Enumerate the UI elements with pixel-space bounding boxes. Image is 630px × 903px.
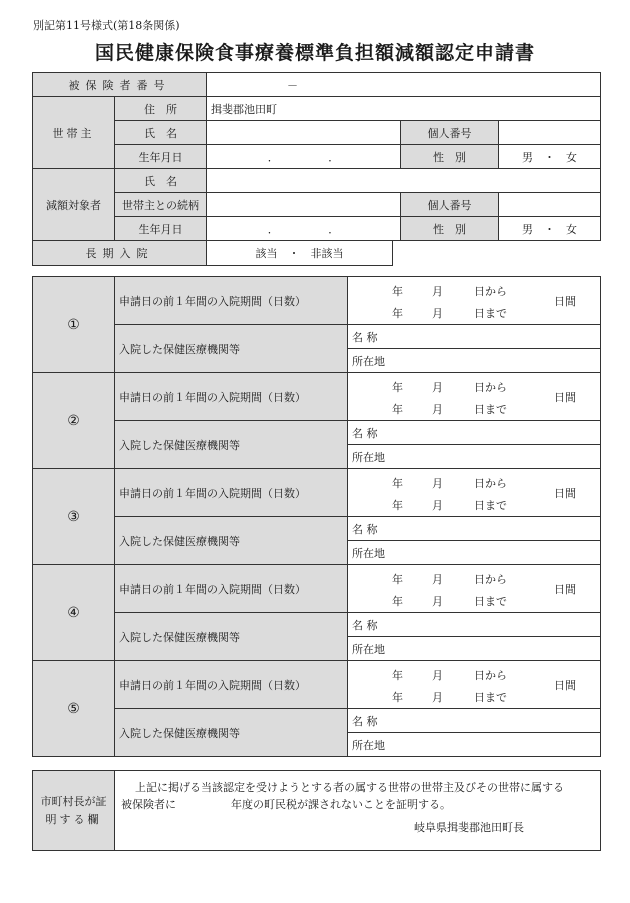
period-days-label: 日間 bbox=[554, 487, 576, 500]
entry-facility-location-field[interactable] bbox=[348, 637, 601, 661]
facility-location-label: 所在地 bbox=[352, 450, 385, 464]
period-year-label: 年 bbox=[392, 499, 403, 512]
period-year-label: 年 bbox=[392, 573, 403, 586]
period-to-label: 日まで bbox=[474, 307, 507, 320]
entry-facility-label: 入院した保健医療機関等 bbox=[115, 421, 348, 469]
period-month-label: 月 bbox=[432, 307, 443, 320]
entry-facility-location-field[interactable] bbox=[348, 541, 601, 565]
facility-name-label: 名 称 bbox=[352, 522, 378, 536]
period-month-label: 月 bbox=[432, 595, 443, 608]
subject-birth-label: 生年月日 bbox=[115, 217, 207, 241]
entry-period-question: 申請日の前１年間の入院期間（日数） bbox=[115, 277, 348, 325]
entry-period-question: 申請日の前１年間の入院期間（日数） bbox=[115, 469, 348, 517]
period-month-label: 月 bbox=[432, 669, 443, 682]
facility-location-label: 所在地 bbox=[352, 354, 385, 368]
householder-birth-field[interactable]: ． ． bbox=[207, 145, 401, 169]
householder-address-label: 住 所 bbox=[115, 97, 207, 121]
entry-period-question: 申請日の前１年間の入院期間（日数） bbox=[115, 565, 348, 613]
period-year-label: 年 bbox=[392, 381, 403, 394]
householder-sex-field[interactable]: 男 ・ 女 bbox=[499, 145, 601, 169]
entry-facility-name-field[interactable] bbox=[348, 709, 601, 733]
entry-facility-location-field[interactable] bbox=[348, 733, 601, 757]
period-year-label: 年 bbox=[392, 595, 403, 608]
period-from-label: 日から bbox=[474, 381, 507, 394]
subject-name-field[interactable] bbox=[207, 169, 601, 193]
facility-location-label: 所在地 bbox=[352, 642, 385, 656]
subject-sex-label: 性 別 bbox=[401, 217, 499, 241]
entry-period-field[interactable] bbox=[348, 469, 601, 517]
facility-name-label: 名 称 bbox=[352, 330, 378, 344]
facility-location-label: 所在地 bbox=[352, 738, 385, 752]
period-year-label: 年 bbox=[392, 669, 403, 682]
period-month-label: 月 bbox=[432, 573, 443, 586]
householder-label: 世帯主 bbox=[33, 97, 115, 169]
subject-relation-label: 世帯主との続柄 bbox=[115, 193, 207, 217]
entry-facility-label: 入院した保健医療機関等 bbox=[115, 709, 348, 757]
entry-facility-name-field[interactable] bbox=[348, 421, 601, 445]
period-from-label: 日から bbox=[474, 669, 507, 682]
entry-facility-name-field[interactable] bbox=[348, 325, 601, 349]
certification-table bbox=[32, 770, 601, 851]
entry-facility-label: 入院した保健医療機関等 bbox=[115, 325, 348, 373]
subject-personal-number-field[interactable] bbox=[499, 193, 601, 217]
long-term-label: 長期入院 bbox=[33, 241, 207, 266]
entry-facility-label: 入院した保健医療機関等 bbox=[115, 517, 348, 565]
entry-period-field[interactable] bbox=[348, 277, 601, 325]
period-days-label: 日間 bbox=[554, 295, 576, 308]
householder-personal-number-label: 個人番号 bbox=[401, 121, 499, 145]
facility-name-label: 名 称 bbox=[352, 426, 378, 440]
period-month-label: 月 bbox=[432, 381, 443, 394]
entry-facility-label: 入院した保健医療機関等 bbox=[115, 613, 348, 661]
insured-number-field[interactable]: － bbox=[207, 73, 601, 97]
period-days-label: 日間 bbox=[554, 679, 576, 692]
subject-personal-number-label: 個人番号 bbox=[401, 193, 499, 217]
period-from-label: 日から bbox=[474, 573, 507, 586]
long-term-options[interactable]: 該当 ・ 非該当 bbox=[207, 241, 393, 266]
entry-period-field[interactable] bbox=[348, 373, 601, 421]
certification-label bbox=[33, 771, 115, 851]
entry-facility-location-field[interactable] bbox=[348, 445, 601, 469]
applicant-table bbox=[32, 72, 601, 266]
certification-text-line2: 被保険者に 年度の町民税が課されないことを証明する。 bbox=[121, 798, 451, 811]
entry-facility-name-field[interactable] bbox=[348, 517, 601, 541]
entry-number: ④ bbox=[33, 565, 115, 661]
hospitalization-table bbox=[32, 276, 601, 757]
period-to-label: 日まで bbox=[474, 403, 507, 416]
form-caption: 別記第11号様式(第18条関係) bbox=[33, 19, 180, 32]
period-to-label: 日まで bbox=[474, 499, 507, 512]
form-title: 国民健康保険食事療養標準負担額減額認定申請書 bbox=[94, 42, 535, 64]
householder-name-label: 氏 名 bbox=[115, 121, 207, 145]
certification-body bbox=[115, 771, 601, 851]
subject-name-label: 氏 名 bbox=[115, 169, 207, 193]
householder-address-field[interactable]: 揖斐郡池田町 bbox=[207, 97, 601, 121]
period-from-label: 日から bbox=[474, 477, 507, 490]
entry-facility-name-field[interactable] bbox=[348, 613, 601, 637]
householder-birth-label: 生年月日 bbox=[115, 145, 207, 169]
householder-sex-label: 性 別 bbox=[401, 145, 499, 169]
entry-number: ⑤ bbox=[33, 661, 115, 757]
period-to-label: 日まで bbox=[474, 691, 507, 704]
period-month-label: 月 bbox=[432, 403, 443, 416]
period-month-label: 月 bbox=[432, 285, 443, 298]
subject-sex-field[interactable]: 男 ・ 女 bbox=[499, 217, 601, 241]
householder-name-field[interactable] bbox=[207, 121, 401, 145]
subject-relation-field[interactable] bbox=[207, 193, 401, 217]
period-month-label: 月 bbox=[432, 477, 443, 490]
certification-text-line1: 上記に掲げる当該認定を受けようとする者の属する世帯の世帯主及びその世帯に属する bbox=[135, 781, 564, 794]
certification-label-line1: 市町村長が証 bbox=[40, 794, 107, 808]
subject-birth-field[interactable]: ． ． bbox=[207, 217, 401, 241]
entry-number: ③ bbox=[33, 469, 115, 565]
entry-period-field[interactable] bbox=[348, 565, 601, 613]
period-to-label: 日まで bbox=[474, 595, 507, 608]
period-month-label: 月 bbox=[432, 499, 443, 512]
facility-location-label: 所在地 bbox=[352, 546, 385, 560]
period-days-label: 日間 bbox=[554, 391, 576, 404]
insured-number-label: 被保険者番号 bbox=[33, 73, 207, 97]
period-year-label: 年 bbox=[392, 691, 403, 704]
period-year-label: 年 bbox=[392, 403, 403, 416]
householder-personal-number-field[interactable] bbox=[499, 121, 601, 145]
blank-cell bbox=[393, 241, 601, 266]
period-days-label: 日間 bbox=[554, 583, 576, 596]
mayor-title: 岐阜県揖斐郡池田町長 bbox=[414, 821, 524, 834]
entry-facility-location-field[interactable] bbox=[348, 349, 601, 373]
certification-label-line2: 明する欄 bbox=[45, 812, 102, 826]
period-year-label: 年 bbox=[392, 477, 403, 490]
period-year-label: 年 bbox=[392, 307, 403, 320]
subject-label: 減額対象者 bbox=[33, 169, 115, 241]
facility-name-label: 名 称 bbox=[352, 618, 378, 632]
entry-period-field[interactable] bbox=[348, 661, 601, 709]
facility-name-label: 名 称 bbox=[352, 714, 378, 728]
period-from-label: 日から bbox=[474, 285, 507, 298]
entry-period-question: 申請日の前１年間の入院期間（日数） bbox=[115, 373, 348, 421]
period-year-label: 年 bbox=[392, 285, 403, 298]
period-month-label: 月 bbox=[432, 691, 443, 704]
entry-number: ① bbox=[33, 277, 115, 373]
entry-number: ② bbox=[33, 373, 115, 469]
entry-period-question: 申請日の前１年間の入院期間（日数） bbox=[115, 661, 348, 709]
